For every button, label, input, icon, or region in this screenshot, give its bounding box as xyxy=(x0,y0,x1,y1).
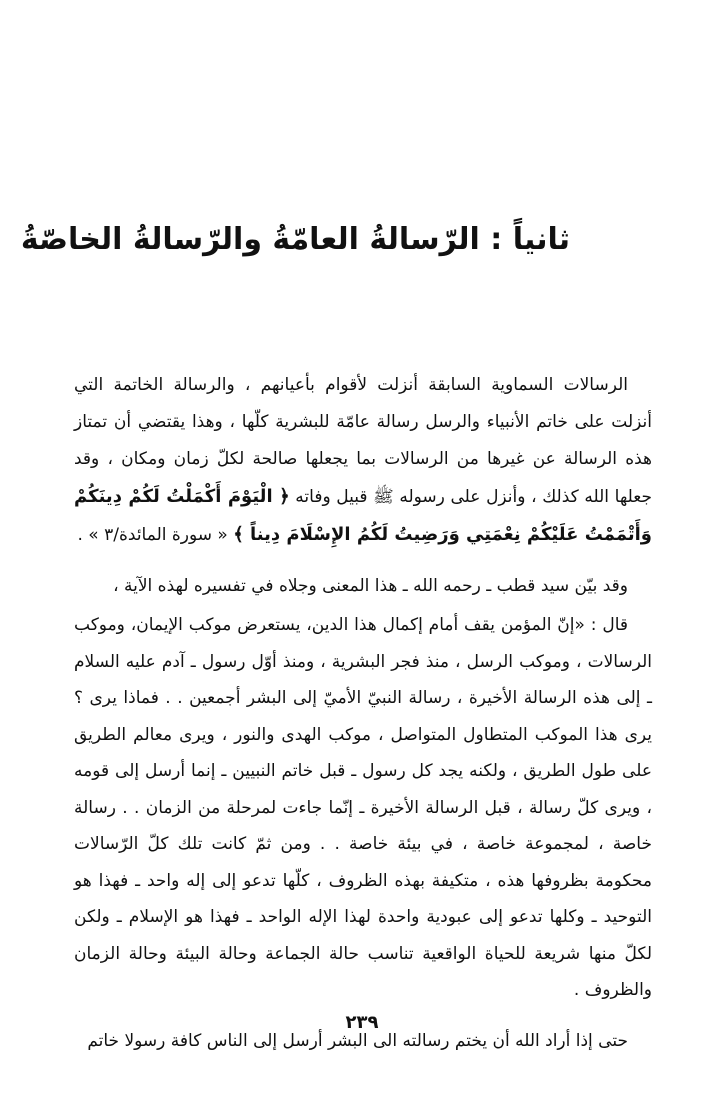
paragraph-1 xyxy=(74,367,652,554)
paragraph-3-quote: قال : «إنّ المؤمن يقف أمام إكمال هذا الدين، يستعرض موكب الإيمان، وموكب الرسالات ، وموكب الرسل ، منذ فجر البشرية ، ومنذ أوّل رسول ـ آدم عليه السلام ـ إلى هذه الرسالة الأخيرة ، رسالة النبيّ الأميّ إلى البشر أجمعين . . فماذا يرى ؟ يرى هذا الموكب المتطاول المتواصل ، موكب الهدى والنور ، ويرى معالم الطريق على طول الطريق ، ولكنه يجد كل رسول ـ قبل خاتم النبيين ـ إنما أرسل إلى قومه ، ويرى كلّ رسالة ، قبل الرسالة الأخيرة ـ إنّما جاءت لمرحلة من الزمان . . رسالة خاصة ، لمجموعة خاصة ، في بيئة خاصة . . ومن ثمّ كانت تلك كلّ الرّسالات محكومة بظروفها هذه ، متكيفة بهذه الظروف ، كلّها تدعو إلى إله واحد ـ فهذا هو التوحيد ـ وكلها تدعو إلى عبودية واحدة لهذا الإله الواحد ـ فهذا هو الإسلام ـ ولكن لكلّ منها شريعة للحياة الواقعية تناسب حالة الجماعة وحالة البيئة وحالة الزمان والظروف . xyxy=(74,615,652,1000)
paragraph-4: حتى إذا أراد الله أن يختم رسالته الى البشر أرسل إلى الناس كافة رسولا خاتم xyxy=(87,1030,628,1051)
quran-verse: ﴿ الْيَوْمَ أَكْمَلْتُ لَكُمْ دِينَكُمْ وَأَتْمَمْتُ عَلَيْكُمْ نِعْمَتِي وَرَضِيتُ لَكُمُ الإِسْلَامَ دِيناً ﴾ xyxy=(74,486,652,545)
paragraph-1-text: الرسالات السماوية السابقة أنزلت لأقوام بأعيانهم ، والرسالة الخاتمة التي أنزلت على خاتم الأنبياء والرسل رسالة عامّة للبشرية كلّها ، وهذا يقتضي أن تمتاز هذه الرسالة عن غيرها من الرسالات بما يجعلها صالحة لكلّ زمان ومكان ، وقد جعلها الله كذلك ، وأنزل على رسوله ﷺ قبيل وفاته xyxy=(74,375,653,507)
page-number: ٢٣٩ xyxy=(345,1012,379,1033)
body-text xyxy=(74,367,652,1060)
section-heading: ثانياً : الرّسالةُ العامّةُ والرّسالةُ الخاصّةُ xyxy=(20,222,570,257)
paragraph-2: وقد بيّن سيد قطب ـ رحمه الله ـ هذا المعنى وجلاه في تفسيره لهذه الآية ، xyxy=(113,576,628,596)
verse-reference: « سورة المائدة/٣ » . xyxy=(77,525,228,545)
